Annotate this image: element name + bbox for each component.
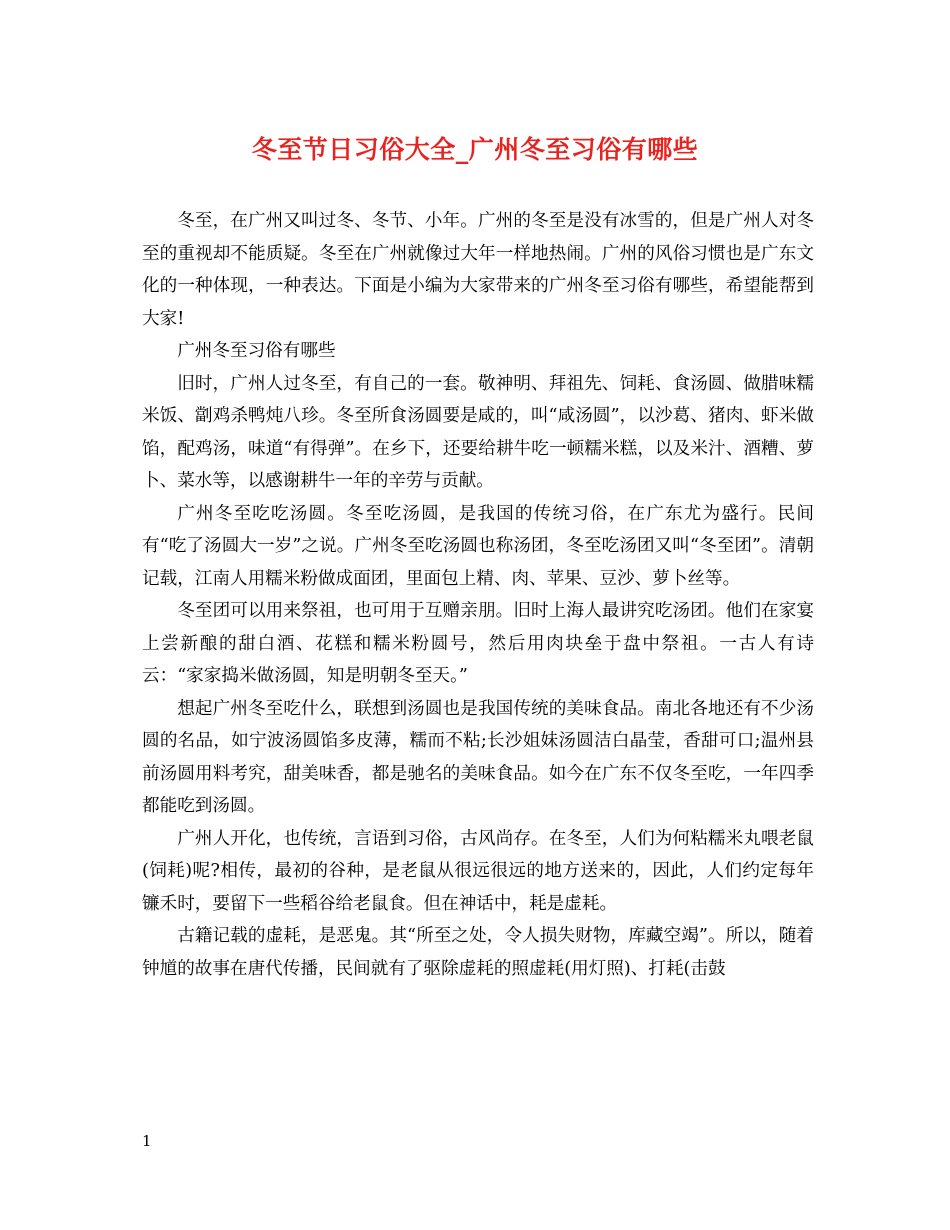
paragraph-tangyuan: 广州冬至吃吃汤圆。冬至吃汤圆，是我国的传统习俗，在广东尤为盛行。民间有“吃了汤圆大一岁”之说。广州冬至吃汤圆也称汤团，冬至吃汤团又叫“冬至团”。清朝记载，江南人用糯米粉做成面团，里面包上精、肉、苹果、豆沙、萝卜丝等。	[142, 503, 814, 589]
document-title: 冬至节日习俗大全_广州冬至习俗有哪些	[251, 135, 699, 164]
paragraph-famous-tangyuan: 想起广州冬至吃什么，联想到汤圆也是我国传统的美味食品。南北各地还有不少汤圆的名品，如宁波汤圆馅多皮薄，糯而不粘;长沙姐妹汤圆洁白晶莹，香甜可口;温州县前汤圆用料考究，甜美味香，都是驰名的美味食品。如今在广东不仅冬至吃，一年四季都能吃到汤圆。	[142, 698, 814, 816]
paragraph-xuhao: 古籍记载的虚耗，是恶鬼。其“所至之处，令人损失财物，库藏空竭”。所以，随着钟馗的故事在唐代传播，民间就有了驱除虚耗的照虚耗(用灯照)、打耗(击鼓	[142, 926, 814, 979]
paragraph-feeding-mice: 广州人开化，也传统，言语到习俗，古风尚存。在冬至，人们为何粘糯米丸喂老鼠(饲耗)呢?相传，最初的谷种，是老鼠从很远很远的地方送来的，因此，人们约定每年镰禾时，要留下一些稻谷给老鼠食。但在神话中，耗是虚耗。	[142, 828, 814, 914]
section-heading: 广州冬至习俗有哪些	[177, 341, 336, 361]
document-body	[142, 205, 814, 985]
paragraph-intro: 冬至，在广州又叫过冬、冬节、小年。广州的冬至是没有冰雪的，但是广州人对冬至的重视却不能质疑。冬至在广州就像过大年一样地热闹。广州的风俗习惯也是广东文化的一种体现，一种表达。下面是小编为大家带来的广州冬至习俗有哪些，希望能帮到大家!	[142, 211, 814, 329]
paragraph-old-customs: 旧时，广州人过冬至，有自己的一套。敬神明、拜祖先、饲耗、食汤圆、做腊味糯米饭、劏鸡杀鸭炖八珍。冬至所食汤圆要是咸的，叫“咸汤圆”，以沙葛、猪肉、虾米做馅，配鸡汤，味道“有得弹”。在乡下，还要给耕牛吃一顿糯米糕，以及米汁、酒糟、萝卜、菜水等，以感谢耕牛一年的辛劳与贡献。	[142, 373, 814, 491]
page-number: 1	[142, 1132, 152, 1150]
paragraph-dongzhi-tuan: 冬至团可以用来祭祖，也可用于互赠亲朋。旧时上海人最讲究吃汤团。他们在家宴上尝新酿的甜白酒、花糕和糯米粉圆号，然后用肉块垒于盘中祭祖。一古人有诗云：“家家捣米做汤圆，知是明朝冬至天。”	[142, 601, 814, 686]
